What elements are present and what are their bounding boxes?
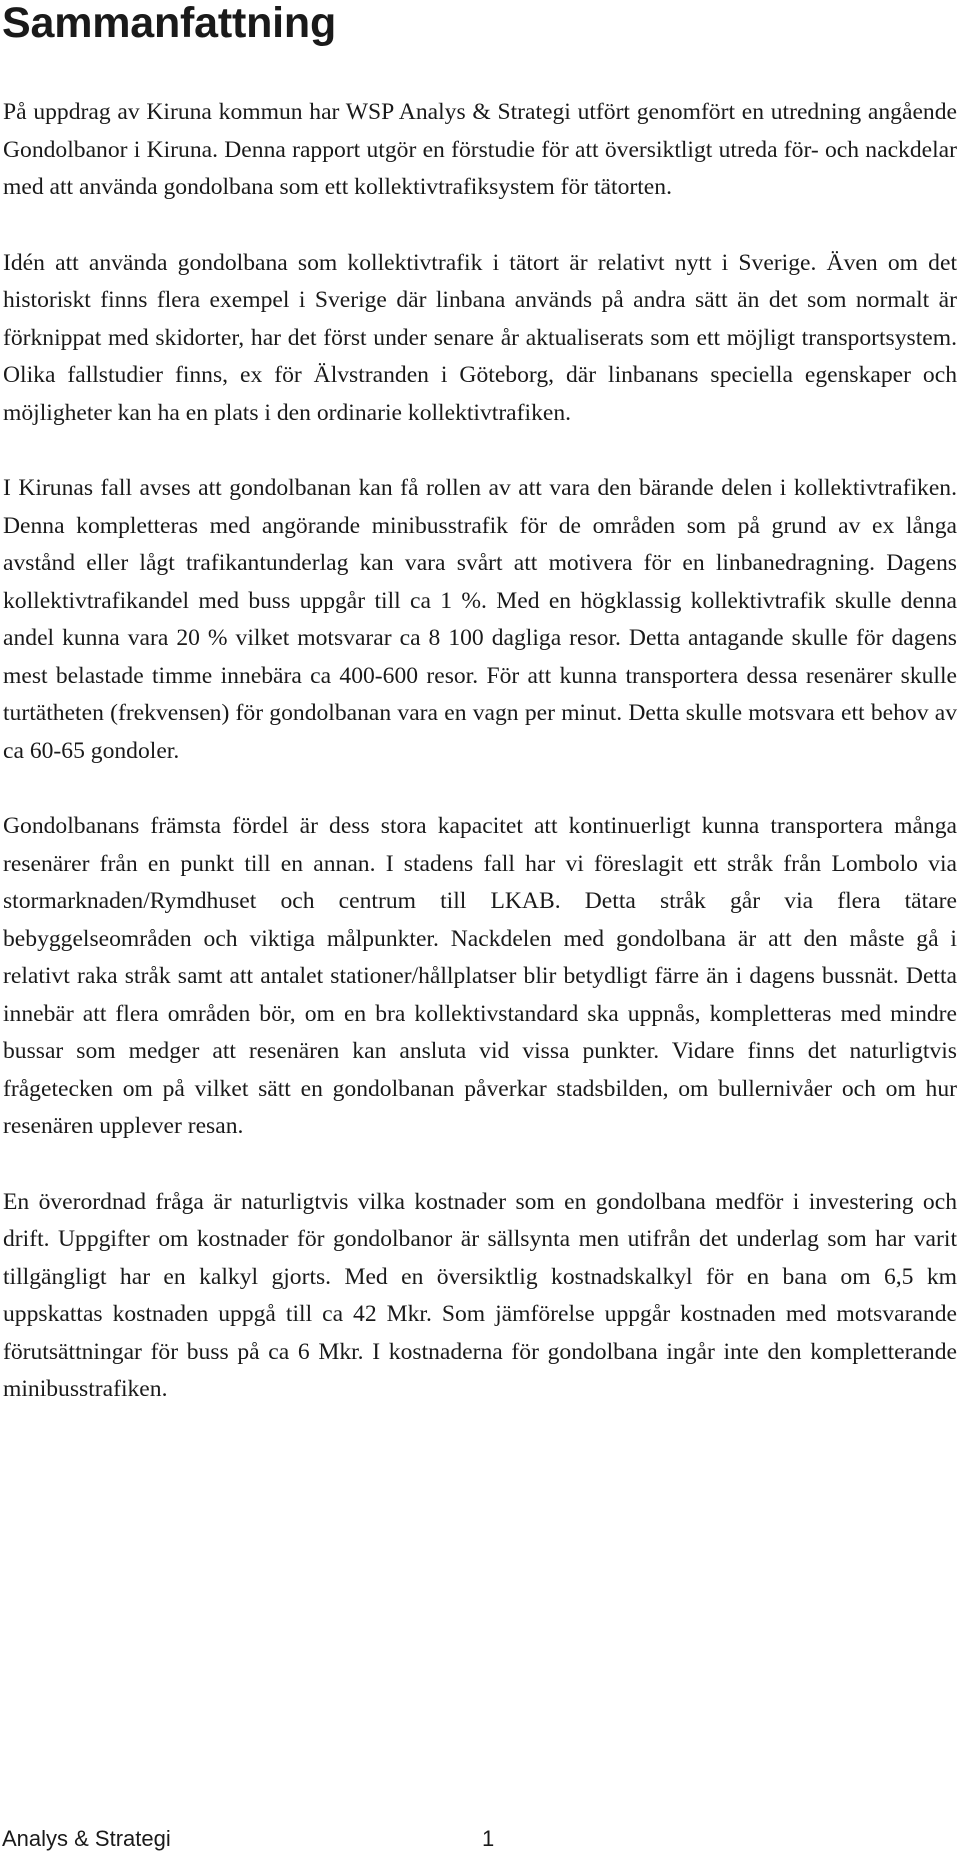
- paragraph-intro: På uppdrag av Kiruna kommun har WSP Analys & Strategi utfört genomfört en utredning angående Gondolbanor i Kiruna. Denna rapport utgör en förstudie för att översiktligt utreda för- och nackdelar med att använda gondolbana som ett kollektivtrafiksystem för tätorten.: [3, 99, 957, 200]
- page-title: Sammanfattning: [2, 0, 337, 47]
- paragraph-costs: En överordnad fråga är naturligtvis vilka kostnader som en gondolbana medför i investering och drift. Uppgifter om kostnader för gondolbanor är sällsynta men utifrån det underlag som har varit tillgängligt har en kalkyl gjorts. Med en översiktlig kostnadskalkyl för en bana om 6,5 km uppskattas kostnaden uppgå till ca 42 Mkr. Som jämförelse uppgår kostnaden med motsvarande förutsättningar för buss på ca 6 Mkr. I kostnaderna för gondolbana ingår inte den kompletterande minibusstrafiken.: [3, 1188, 957, 1402]
- summary-body: [3, 94, 957, 1447]
- footer-page-number: 1: [482, 1826, 495, 1851]
- paragraph-kiruna-case: I Kirunas fall avses att gondolbanan kan få rollen av att vara den bärande delen i kollektivtrafiken. Denna kompletteras med angörande minibusstrafik för de områden som på grund av ex långa avstånd eller lågt trafikantunderlag kan vara svårt att motivera för en linbanedragning. Dagens kollektivtrafikandel med buss uppgår till ca 1 %. Med en högklassig kollektivtrafik skulle denna andel kunna vara 20 % vilket motsvarar ca 8 100 dagliga resor. Detta antagande skulle för dagens mest belastade timme innebära ca 400-600 resor. För att kunna transportera dessa resenärer skulle turtätheten (frekvensen) för gondolbanan vara en vagn per minut. Detta skulle motsvara ett behov av ca 60-65 gondoler.: [3, 475, 957, 764]
- footer-organization: Analys & Strategi: [2, 1826, 171, 1851]
- paragraph-gondola-idea: Idén att använda gondolbana som kollektivtrafik i tätort är relativt nytt i Sverige. Även om det historiskt finns flera exempel i Sverige där linbana används på andra sätt än det som normalt är förknippat med skidorter, har det först under senare år aktualiserats som ett möjligt transportsystem. Olika fallstudier finns, ex för Älvstranden i Göteborg, där linbanans speciella egenskaper och möjligheter kan ha en plats i den ordinarie kollektivtrafiken.: [3, 249, 957, 426]
- page-footer: [2, 1826, 958, 1850]
- paragraph-advantages: Gondolbanans främsta fördel är dess stora kapacitet att kontinuerligt kunna transportera många resenärer från en punkt till en annan. I stadens fall har vi föreslagit ett stråk från Lombolo via stormarknaden/Rymdhuset och centrum till LKAB. Detta stråk går via flera tätare bebyggelseområden och viktiga målpunkter. Nackdelen med gondolbana är att den måste gå i relativt raka stråk samt att antalet stationer/hållplatser blir betydligt färre än i dagens bussnät. Detta innebär att flera områden bör, om en bra kollektivstandard ska uppnås, kompletteras med mindre bussar som medger att resenären kan ansluta vid vissa punkter. Vidare finns det naturligtvis frågetecken om på vilket sätt en gondolbanan påverkar stadsbilden, om bullernivåer och om hur resenären upplever resan.: [3, 813, 957, 1139]
